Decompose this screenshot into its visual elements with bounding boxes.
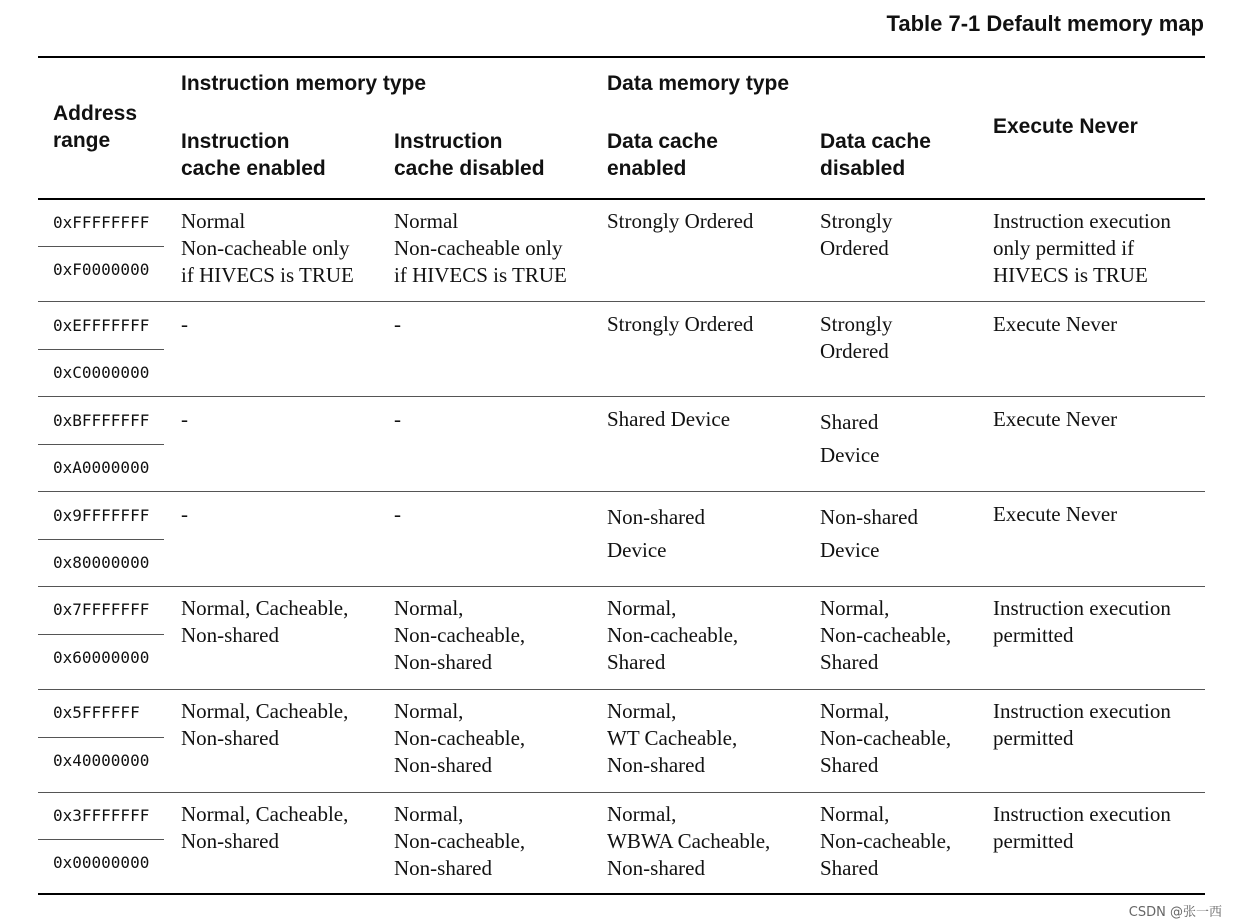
address-low: 0xA0000000 [53, 458, 150, 477]
table-row [38, 690, 1205, 793]
table-row [38, 587, 1205, 690]
header-address-range: Address range [53, 102, 138, 152]
table-row [38, 302, 1205, 397]
cell-icache-disabled: Normal, Non-cacheable, Non-shared [394, 596, 526, 674]
cell-icache-disabled: - [394, 312, 401, 336]
table-row [38, 793, 1205, 893]
address-high: 0xEFFFFFFF [53, 316, 150, 335]
cell-dcache-enabled: Strongly Ordered [607, 209, 754, 233]
header-dcache-disabled: Data cache disabled [820, 130, 931, 180]
address-low: 0xC0000000 [53, 363, 150, 382]
cell-dcache-enabled: Strongly Ordered [607, 312, 754, 336]
address-high: 0xBFFFFFFF [53, 411, 150, 430]
cell-dcache-disabled: Normal, Non-cacheable, Shared [820, 699, 952, 777]
cell-icache-disabled: Normal, Non-cacheable, Non-shared [394, 802, 526, 880]
address-divider [38, 444, 164, 445]
cell-icache-enabled: - [181, 407, 188, 431]
address-divider [38, 839, 164, 840]
cell-icache-disabled: Normal Non-cacheable only if HIVECS is TRUE [394, 209, 567, 287]
cell-execute-never: Instruction execution permitted [993, 802, 1171, 853]
address-divider [38, 349, 164, 350]
cell-dcache-disabled: Strongly Ordered [820, 209, 893, 260]
address-high: 0x5FFFFFF [53, 703, 140, 722]
table-row [38, 492, 1205, 587]
cell-dcache-disabled: Normal, Non-cacheable, Shared [820, 802, 952, 880]
cell-dcache-enabled: Normal, WT Cacheable, Non-shared [607, 699, 738, 777]
cell-icache-disabled: Normal, Non-cacheable, Non-shared [394, 699, 526, 777]
header-execute-never: Execute Never [993, 115, 1138, 138]
table-row [38, 200, 1205, 302]
cell-icache-enabled: Normal, Cacheable, Non-shared [181, 802, 349, 853]
address-high: 0x9FFFFFFF [53, 506, 150, 525]
cell-dcache-enabled: Shared Device [607, 407, 731, 431]
cell-icache-disabled: - [394, 502, 401, 526]
cell-execute-never: Execute Never [993, 312, 1118, 336]
address-divider [38, 737, 164, 738]
cell-dcache-enabled: Normal, Non-cacheable, Shared [607, 596, 739, 674]
cell-execute-never: Instruction execution permitted [993, 699, 1171, 750]
header-icache-enabled: Instruction cache enabled [181, 130, 326, 180]
cell-dcache-disabled: Non-shared Device [820, 505, 918, 562]
header-data-memory-type: Data memory type [607, 72, 790, 95]
header-dcache-enabled: Data cache enabled [607, 130, 718, 180]
cell-dcache-disabled: Strongly Ordered [820, 312, 893, 363]
cell-icache-enabled: Normal, Cacheable, Non-shared [181, 596, 349, 647]
address-divider [38, 634, 164, 635]
table-caption: Table 7-1 Default memory map [886, 11, 1204, 36]
cell-icache-enabled: - [181, 312, 188, 336]
header-icache-disabled: Instruction cache disabled [394, 130, 545, 180]
cell-dcache-enabled: Normal, WBWA Cacheable, Non-shared [607, 802, 771, 880]
header-instruction-memory-type: Instruction memory type [181, 72, 427, 95]
cell-dcache-enabled: Non-shared Device [607, 505, 705, 562]
cell-dcache-disabled: Normal, Non-cacheable, Shared [820, 596, 952, 674]
cell-execute-never: Execute Never [993, 407, 1118, 431]
address-high: 0x3FFFFFFF [53, 806, 150, 825]
address-high: 0xFFFFFFFF [53, 213, 150, 232]
address-low: 0xF0000000 [53, 260, 150, 279]
watermark: CSDN @张一西 [1128, 905, 1222, 920]
cell-execute-never: Execute Never [993, 502, 1118, 526]
address-low: 0x60000000 [53, 648, 150, 667]
address-low: 0x80000000 [53, 553, 150, 572]
cell-execute-never: Instruction execution permitted [993, 596, 1171, 647]
cell-icache-enabled: Normal, Cacheable, Non-shared [181, 699, 349, 750]
table-row [38, 397, 1205, 492]
cell-execute-never: Instruction execution only permitted if HIVECS is TRUE [993, 209, 1171, 287]
cell-icache-enabled: Normal Non-cacheable only if HIVECS is TRUE [181, 209, 354, 287]
address-high: 0x7FFFFFFF [53, 600, 150, 619]
cell-icache-disabled: - [394, 407, 401, 431]
address-low: 0x00000000 [53, 853, 150, 872]
address-divider [38, 246, 164, 247]
cell-dcache-disabled: Shared Device [820, 410, 880, 467]
address-low: 0x40000000 [53, 751, 150, 770]
table-top-rule [38, 56, 1205, 58]
table-bottom-rule [38, 893, 1205, 895]
cell-icache-enabled: - [181, 502, 188, 526]
address-divider [38, 539, 164, 540]
